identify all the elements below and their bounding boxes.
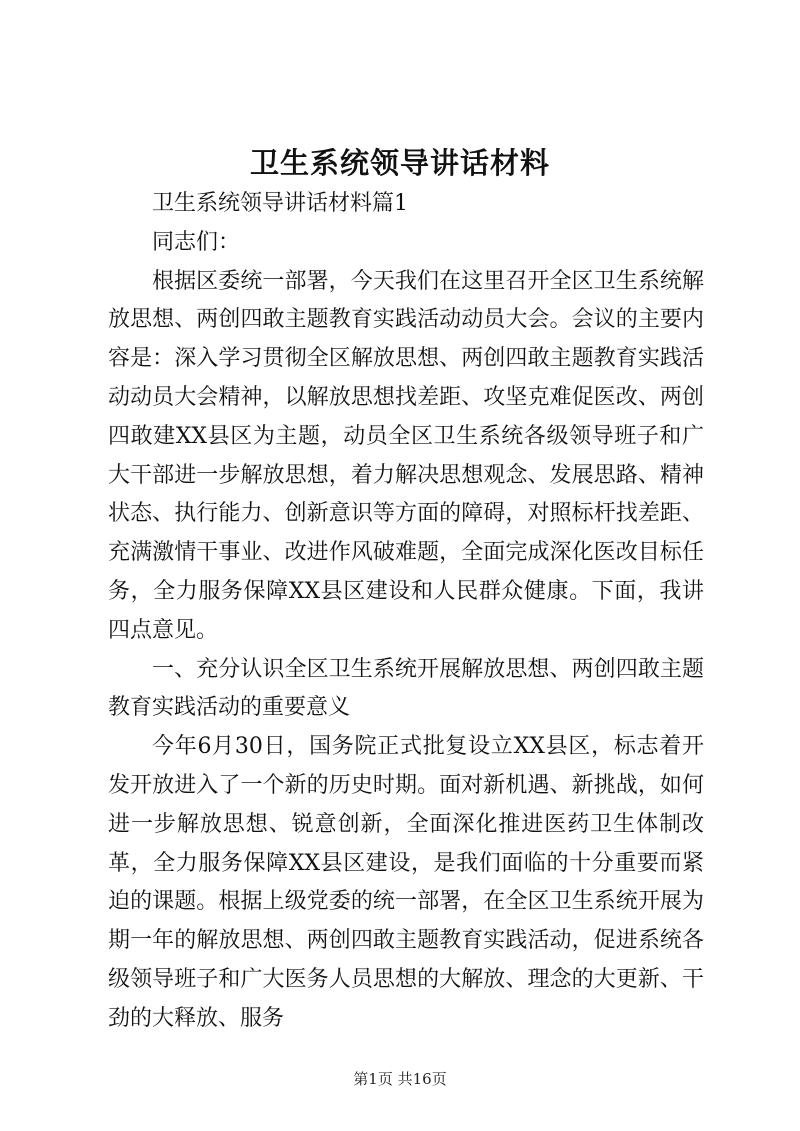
body-paragraph: 今年6月30日，国务院正式批复设立XX县区，标志着开发开放进入了一个新的历史时期。面对新机遇、新挑战，如何进一步解放思想、锐意创新，全面深化推进医药卫生体制改革，全力服务保障XX县区建设，是我们面临的十分重要而紧迫的课题。根据上级党委的统一部署，在全区卫生系统开展为期一年的解放思想、两创四敢主题教育实践活动，促进系统各级领导班子和广大医务人员思想的大解放、理念的大更新、干劲的大释放、服务 [108,734,704,1031]
section-heading: 卫生系统领导讲话材料篇1 [152,191,408,216]
document-title: 卫生系统领导讲话材料 [249,146,550,180]
body-paragraph: 一、充分认识全区卫生系统开展解放思想、两创四敢主题教育实践活动的重要意义 [108,656,704,721]
page-footer: 第1页 共16页 [353,1070,447,1088]
document-body [108,185,704,1039]
salutation: 同志们： [152,229,241,255]
body-paragraph: 根据区委统一部署，今天我们在这里召开全区卫生系统解放思想、两创四敢主题教育实践活动动员大会。会议的主要内容是：深入学习贯彻全区解放思想、两创四敢主题教育实践活动动员大会精神，以解放思想找差距、攻坚克难促医改、两创四敢建XX县区为主题，动员全区卫生系统各级领导班子和广大干部进一步解放思想，着力解决思想观念、发展思路、精神状态、执行能力、创新意识等方面的障碍，对照标杆找差距、充满激情干事业、改进作风破难题，全面完成深化医改目标任务，全力服务保障XX县区建设和人民群众健康。下面，我讲四点意见。 [108,268,704,643]
